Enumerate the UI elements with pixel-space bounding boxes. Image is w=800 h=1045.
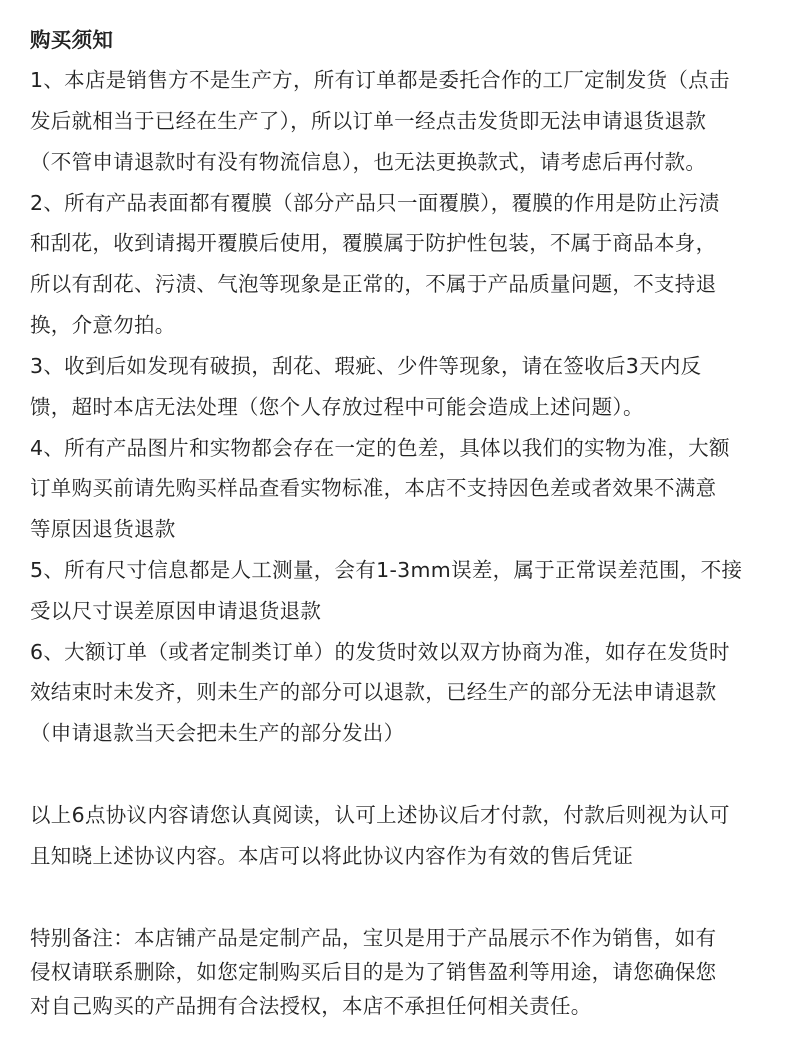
notice-item-line: （不管申请退款时有没有物流信息），也无法更换款式，请考虑后再付款。	[30, 150, 707, 174]
notice-item-line: 换，介意勿拍。	[30, 313, 176, 337]
notice-item-line: 馈，超时本店无法处理（您个人存放过程中可能会造成上述问题）。	[30, 395, 644, 419]
special-note-line: 特别备注：本店铺产品是定制产品，宝贝是用于产品展示不作为销售，如有	[30, 926, 717, 950]
notice-item-line: 所以有刮花、污渍、气泡等现象是正常的，不属于产品质量问题，不支持退	[30, 272, 717, 296]
notice-item-line: 效结束时未发齐，则未生产的部分可以退款，已经生产的部分无法申请退款	[30, 680, 717, 704]
notice-item-line: 发后就相当于已经在生产了），所以订单一经点击发货即无法申请退货退款	[30, 109, 707, 133]
notice-item-line: 等原因退货退款	[30, 517, 176, 541]
notice-item-line: 6、大额订单（或者定制类订单）的发货时效以双方协商为准，如存在发货时	[30, 640, 730, 664]
notice-item-line: 5、所有尺寸信息都是人工测量，会有1-3mm误差，属于正常误差范围，不接	[30, 558, 743, 582]
notice-item-line: 2、所有产品表面都有覆膜（部分产品只一面覆膜），覆膜的作用是防止污渍	[30, 191, 720, 215]
agreement-line: 且知晓上述协议内容。本店可以将此协议内容作为有效的售后凭证	[30, 844, 634, 868]
notice-item-line: （申请退款当天会把未生产的部分发出）	[30, 721, 405, 745]
notice-item-line: 4、所有产品图片和实物都会存在一定的色差，具体以我们的实物为准，大额	[30, 436, 730, 460]
special-note-line: 对自己购买的产品拥有合法授权，本店不承担任何相关责任。	[30, 994, 592, 1018]
notice-item-line: 3、收到后如发现有破损，刮花、瑕疵、少件等现象，请在签收后3天内反	[30, 354, 702, 378]
notice-title: 购买须知	[30, 28, 114, 52]
agreement-line: 以上6点协议内容请您认真阅读，认可上述协议后才付款，付款后则视为认可	[30, 803, 730, 827]
special-note-line: 侵权请联系删除，如您定制购买后目的是为了销售盈利等用途，请您确保您	[30, 960, 717, 984]
notice-item-line: 订单购买前请先购买样品查看实物标准，本店不支持因色差或者效果不满意	[30, 476, 717, 500]
notice-item-line: 和刮花，收到请揭开覆膜后使用，覆膜属于防护性包装，不属于商品本身，	[30, 231, 717, 255]
notice-item-line: 1、本店是销售方不是生产方，所有订单都是委托合作的工厂定制发货（点击	[30, 68, 730, 92]
notice-item-line: 受以尺寸误差原因申请退货退款	[30, 599, 322, 623]
